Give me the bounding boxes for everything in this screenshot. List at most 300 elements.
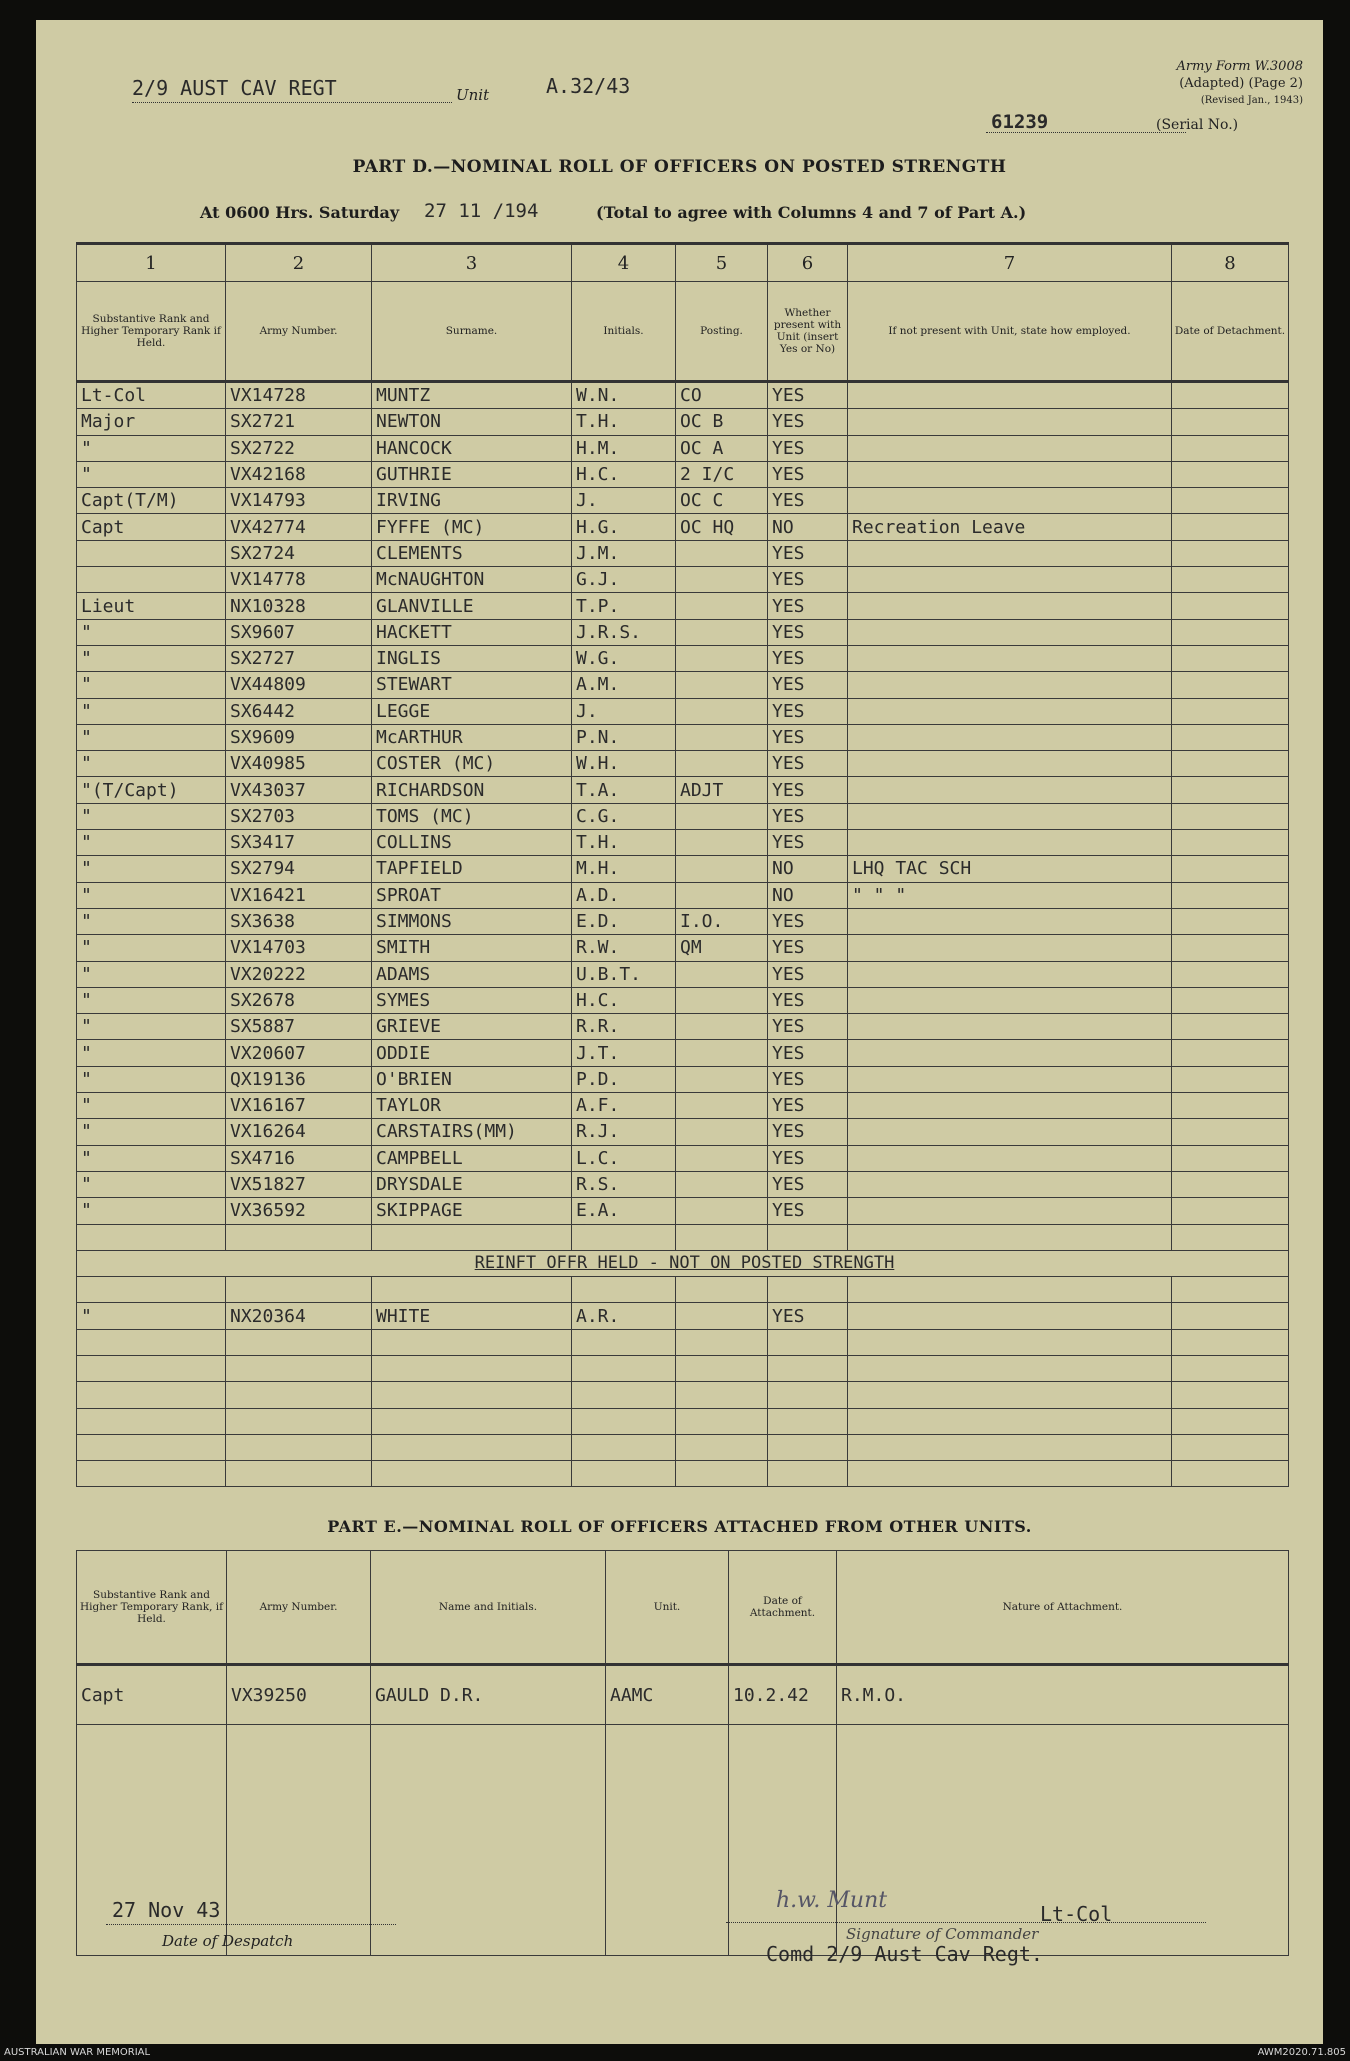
army-number-cell: VX16421 bbox=[226, 882, 372, 908]
empty-cell bbox=[226, 1355, 372, 1381]
table-row bbox=[77, 698, 1289, 724]
reference-number: A.32/43 bbox=[546, 74, 631, 98]
posting-cell: ADJT bbox=[676, 777, 768, 803]
empty-cell bbox=[676, 1434, 768, 1460]
detachment-date-cell bbox=[1172, 830, 1289, 856]
army-number-cell: VX14793 bbox=[226, 488, 372, 514]
present-cell: YES bbox=[768, 593, 848, 619]
surname-cell: O'BRIEN bbox=[372, 1066, 572, 1092]
present-cell: YES bbox=[768, 567, 848, 593]
employment-cell bbox=[848, 409, 1172, 435]
rank-cell: " bbox=[77, 961, 226, 987]
surname-cell: McNAUGHTON bbox=[372, 567, 572, 593]
army-number-cell: SX2721 bbox=[226, 409, 372, 435]
empty-row bbox=[77, 1408, 1289, 1434]
empty-cell bbox=[77, 1461, 226, 1487]
table-row bbox=[77, 461, 1289, 487]
empty-row bbox=[77, 1355, 1289, 1381]
column-header: Army Number. bbox=[226, 282, 372, 382]
detachment-date-cell bbox=[1172, 1014, 1289, 1040]
table-row bbox=[77, 672, 1289, 698]
rank-cell: Lt-Col bbox=[77, 382, 226, 409]
column-header: Initials. bbox=[572, 282, 676, 382]
table-row bbox=[77, 409, 1289, 435]
signature-label: Signature of Commander bbox=[846, 1925, 1039, 1943]
empty-cell bbox=[1172, 1224, 1289, 1250]
initials-cell: A.D. bbox=[572, 882, 676, 908]
detachment-date-cell bbox=[1172, 803, 1289, 829]
empty-cell bbox=[77, 1277, 226, 1303]
initials-cell: R.S. bbox=[572, 1171, 676, 1197]
posting-cell bbox=[676, 645, 768, 671]
posting-cell bbox=[676, 1093, 768, 1119]
part-e-column-header: Substantive Rank and Higher Temporary Rank, if Held. bbox=[77, 1551, 227, 1665]
table-row bbox=[77, 751, 1289, 777]
empty-cell bbox=[572, 1277, 676, 1303]
detachment-date-cell bbox=[1172, 619, 1289, 645]
surname-cell: CARSTAIRS(MM) bbox=[372, 1119, 572, 1145]
army-number-cell: VX14778 bbox=[226, 567, 372, 593]
posting-cell bbox=[676, 698, 768, 724]
present-cell: NO bbox=[768, 856, 848, 882]
rank-cell: Capt(T/M) bbox=[77, 488, 226, 514]
surname-cell: GLANVILLE bbox=[372, 593, 572, 619]
name-cell: GAULD D.R. bbox=[371, 1665, 606, 1725]
employment-cell bbox=[848, 777, 1172, 803]
army-number-cell: SX6442 bbox=[226, 698, 372, 724]
rank-cell: Capt bbox=[77, 514, 226, 540]
empty-cell bbox=[676, 1277, 768, 1303]
initials-cell: G.J. bbox=[572, 567, 676, 593]
empty-cell bbox=[226, 1329, 372, 1355]
column-header: Surname. bbox=[372, 282, 572, 382]
commander-unit: Comd 2/9 Aust Cav Regt. bbox=[766, 1942, 1043, 1966]
detachment-date-cell bbox=[1172, 382, 1289, 409]
posting-cell: I.O. bbox=[676, 908, 768, 934]
rank-cell: " bbox=[77, 1145, 226, 1171]
detachment-date-cell bbox=[1172, 961, 1289, 987]
initials-cell: L.C. bbox=[572, 1145, 676, 1171]
empty-row bbox=[77, 1382, 1289, 1408]
surname-cell: ODDIE bbox=[372, 1040, 572, 1066]
detachment-date-cell bbox=[1172, 1066, 1289, 1092]
employment-cell bbox=[848, 593, 1172, 619]
initials-cell: J.R.S. bbox=[572, 619, 676, 645]
empty-cell bbox=[676, 1408, 768, 1434]
posting-cell bbox=[676, 1303, 768, 1329]
surname-cell: COLLINS bbox=[372, 830, 572, 856]
posting-cell bbox=[676, 1119, 768, 1145]
posting-cell bbox=[676, 724, 768, 750]
part-d-total-note: (Total to agree with Columns 4 and 7 of Part A.) bbox=[596, 203, 1027, 222]
unit-dotted-line bbox=[132, 102, 452, 103]
empty-cell bbox=[768, 1382, 848, 1408]
signature-dotted-line bbox=[726, 1922, 1206, 1923]
empty-cell bbox=[372, 1329, 572, 1355]
empty-cell bbox=[226, 1224, 372, 1250]
surname-cell: CLEMENTS bbox=[372, 540, 572, 566]
detachment-date-cell bbox=[1172, 882, 1289, 908]
initials-cell: R.J. bbox=[572, 1119, 676, 1145]
present-cell: YES bbox=[768, 1014, 848, 1040]
surname-cell: STEWART bbox=[372, 672, 572, 698]
commander-signature: h.w. Munt bbox=[776, 1888, 888, 1913]
empty-cell bbox=[848, 1329, 1172, 1355]
posting-cell: OC C bbox=[676, 488, 768, 514]
table-row bbox=[77, 724, 1289, 750]
empty-cell bbox=[77, 1382, 226, 1408]
detachment-date-cell bbox=[1172, 935, 1289, 961]
employment-cell bbox=[848, 672, 1172, 698]
rank-cell bbox=[77, 540, 226, 566]
attachment-nature-cell: R.M.O. bbox=[837, 1665, 1289, 1725]
initials-cell: T.H. bbox=[572, 830, 676, 856]
table-row bbox=[77, 567, 1289, 593]
table-row bbox=[77, 1040, 1289, 1066]
posting-cell bbox=[676, 1014, 768, 1040]
rank-cell: " bbox=[77, 1119, 226, 1145]
part-e-header-row bbox=[77, 1551, 1289, 1665]
present-cell: YES bbox=[768, 987, 848, 1013]
table-row bbox=[77, 382, 1289, 409]
employment-cell bbox=[848, 540, 1172, 566]
initials-cell: C.G. bbox=[572, 803, 676, 829]
present-cell: YES bbox=[768, 1066, 848, 1092]
posting-cell bbox=[676, 1066, 768, 1092]
rank-cell: " bbox=[77, 882, 226, 908]
empty-row bbox=[77, 1277, 1289, 1303]
detachment-date-cell bbox=[1172, 1171, 1289, 1197]
present-cell: YES bbox=[768, 724, 848, 750]
empty-cell bbox=[226, 1382, 372, 1408]
posting-cell: QM bbox=[676, 935, 768, 961]
employment-cell bbox=[848, 1066, 1172, 1092]
employment-cell bbox=[848, 1303, 1172, 1329]
employment-cell bbox=[848, 830, 1172, 856]
empty-cell bbox=[848, 1461, 1172, 1487]
army-number-cell: VX16167 bbox=[226, 1093, 372, 1119]
empty-cell bbox=[226, 1461, 372, 1487]
unit-cell: AAMC bbox=[606, 1665, 729, 1725]
initials-cell: P.N. bbox=[572, 724, 676, 750]
surname-cell: TAYLOR bbox=[372, 1093, 572, 1119]
empty-cell bbox=[768, 1329, 848, 1355]
employment-cell bbox=[848, 987, 1172, 1013]
empty-cell bbox=[572, 1329, 676, 1355]
form-line-1: Army Form W.3008 bbox=[1176, 59, 1303, 74]
employment-cell bbox=[848, 961, 1172, 987]
commander-rank: Lt-Col bbox=[1040, 1902, 1113, 1926]
empty-cell bbox=[848, 1382, 1172, 1408]
despatch-label: Date of Despatch bbox=[162, 1932, 294, 1950]
present-cell: YES bbox=[768, 619, 848, 645]
rank-cell: " bbox=[77, 619, 226, 645]
table-row bbox=[77, 908, 1289, 934]
army-number-cell: SX2724 bbox=[226, 540, 372, 566]
army-number-cell: SX2678 bbox=[226, 987, 372, 1013]
column-number: 8 bbox=[1172, 244, 1289, 282]
employment-cell bbox=[848, 803, 1172, 829]
army-number-cell: SX2727 bbox=[226, 645, 372, 671]
present-cell: YES bbox=[768, 777, 848, 803]
present-cell: YES bbox=[768, 1198, 848, 1224]
empty-cell bbox=[572, 1382, 676, 1408]
empty-cell bbox=[768, 1355, 848, 1381]
posting-cell: OC HQ bbox=[676, 514, 768, 540]
empty-cell bbox=[768, 1224, 848, 1250]
present-cell: NO bbox=[768, 882, 848, 908]
army-number-cell: SX2722 bbox=[226, 435, 372, 461]
army-number-cell: VX14703 bbox=[226, 935, 372, 961]
posting-cell bbox=[676, 1145, 768, 1171]
army-number-cell: VX16264 bbox=[226, 1119, 372, 1145]
column-header: If not present with Unit, state how employed. bbox=[848, 282, 1172, 382]
rank-cell: " bbox=[77, 645, 226, 671]
column-number: 3 bbox=[372, 244, 572, 282]
column-number: 2 bbox=[226, 244, 372, 282]
rank-cell: " bbox=[77, 1066, 226, 1092]
surname-cell: McARTHUR bbox=[372, 724, 572, 750]
unit-label: Unit bbox=[456, 86, 490, 104]
army-number-cell: VX42774 bbox=[226, 514, 372, 540]
table-row bbox=[77, 1093, 1289, 1119]
employment-cell bbox=[848, 935, 1172, 961]
detachment-date-cell bbox=[1172, 435, 1289, 461]
army-number-cell: SX2794 bbox=[226, 856, 372, 882]
rank-cell: " bbox=[77, 1198, 226, 1224]
present-cell: YES bbox=[768, 645, 848, 671]
initials-cell: E.D. bbox=[572, 908, 676, 934]
employment-cell bbox=[848, 567, 1172, 593]
column-number: 7 bbox=[848, 244, 1172, 282]
despatch-date: 27 Nov 43 bbox=[112, 1898, 221, 1922]
initials-cell: A.R. bbox=[572, 1303, 676, 1329]
surname-cell: LEGGE bbox=[372, 698, 572, 724]
part-d-title: PART D.—NOMINAL ROLL OF OFFICERS ON POSTED STRENGTH bbox=[352, 157, 1007, 177]
surname-cell: SYMES bbox=[372, 987, 572, 1013]
army-number-cell: VX20222 bbox=[226, 961, 372, 987]
detachment-date-cell bbox=[1172, 856, 1289, 882]
present-cell: YES bbox=[768, 1171, 848, 1197]
column-header: Substantive Rank and Higher Temporary Rank if Held. bbox=[77, 282, 226, 382]
table-row bbox=[77, 1014, 1289, 1040]
surname-cell: INGLIS bbox=[372, 645, 572, 671]
army-number-cell: NX20364 bbox=[226, 1303, 372, 1329]
empty-cell bbox=[848, 1277, 1172, 1303]
present-cell: YES bbox=[768, 830, 848, 856]
empty-cell bbox=[226, 1277, 372, 1303]
initials-cell: R.W. bbox=[572, 935, 676, 961]
form-identifier bbox=[1176, 58, 1303, 109]
detachment-date-cell bbox=[1172, 1119, 1289, 1145]
table-row bbox=[77, 961, 1289, 987]
table-row bbox=[77, 856, 1289, 882]
army-number-cell: SX4716 bbox=[226, 1145, 372, 1171]
present-cell: YES bbox=[768, 961, 848, 987]
empty-cell bbox=[77, 1355, 226, 1381]
surname-cell: HACKETT bbox=[372, 619, 572, 645]
army-number-cell: VX20607 bbox=[226, 1040, 372, 1066]
empty-cell bbox=[848, 1224, 1172, 1250]
empty-cell bbox=[372, 1224, 572, 1250]
detachment-date-cell bbox=[1172, 514, 1289, 540]
initials-cell: E.A. bbox=[572, 1198, 676, 1224]
posting-cell bbox=[676, 619, 768, 645]
initials-cell: T.A. bbox=[572, 777, 676, 803]
rank-cell: Lieut bbox=[77, 593, 226, 619]
part-e-title: PART E.—NOMINAL ROLL OF OFFICERS ATTACHED FROM OTHER UNITS. bbox=[327, 1517, 1032, 1536]
detachment-date-cell bbox=[1172, 1303, 1289, 1329]
empty-cell bbox=[1172, 1434, 1289, 1460]
empty-cell bbox=[77, 1408, 226, 1434]
table-row bbox=[77, 882, 1289, 908]
empty-cell bbox=[77, 1434, 226, 1460]
employment-cell bbox=[848, 645, 1172, 671]
initials-cell: R.R. bbox=[572, 1014, 676, 1040]
surname-cell: FYFFE (MC) bbox=[372, 514, 572, 540]
empty-cell bbox=[768, 1408, 848, 1434]
employment-cell: " " " bbox=[848, 882, 1172, 908]
empty-cell bbox=[372, 1434, 572, 1460]
posting-cell: CO bbox=[676, 382, 768, 409]
empty-cell bbox=[676, 1329, 768, 1355]
surname-cell: TOMS (MC) bbox=[372, 803, 572, 829]
initials-cell: H.C. bbox=[572, 461, 676, 487]
column-number: 6 bbox=[768, 244, 848, 282]
army-number-cell: QX19136 bbox=[226, 1066, 372, 1092]
rank-cell: " bbox=[77, 1171, 226, 1197]
army-number-cell: VX42168 bbox=[226, 461, 372, 487]
part-e-column-header: Name and Initials. bbox=[371, 1551, 606, 1665]
present-cell: YES bbox=[768, 382, 848, 409]
posting-cell bbox=[676, 593, 768, 619]
reinforcement-note-row bbox=[77, 1250, 1289, 1276]
present-cell: YES bbox=[768, 908, 848, 934]
detachment-date-cell bbox=[1172, 724, 1289, 750]
posting-cell bbox=[676, 1040, 768, 1066]
employment-cell bbox=[848, 1093, 1172, 1119]
initials-cell: T.H. bbox=[572, 409, 676, 435]
column-header: Posting. bbox=[676, 282, 768, 382]
posting-cell bbox=[676, 567, 768, 593]
serial-value: 61239 bbox=[991, 111, 1049, 133]
detachment-date-cell bbox=[1172, 672, 1289, 698]
detachment-date-cell bbox=[1172, 698, 1289, 724]
rank-cell: " bbox=[77, 1303, 226, 1329]
empty-cell bbox=[729, 1725, 837, 1956]
surname-cell: SKIPPAGE bbox=[372, 1198, 572, 1224]
posting-cell: 2 I/C bbox=[676, 461, 768, 487]
army-number-cell: SX9609 bbox=[226, 724, 372, 750]
archive-credit: AUSTRALIAN WAR MEMORIAL bbox=[4, 2047, 151, 2058]
empty-row bbox=[77, 1329, 1289, 1355]
posting-cell bbox=[676, 1171, 768, 1197]
empty-cell bbox=[227, 1725, 371, 1956]
rank-cell: " bbox=[77, 830, 226, 856]
empty-cell bbox=[848, 1408, 1172, 1434]
empty-cell bbox=[572, 1434, 676, 1460]
table-row bbox=[77, 1171, 1289, 1197]
posting-cell bbox=[676, 961, 768, 987]
surname-cell: NEWTON bbox=[372, 409, 572, 435]
posting-cell bbox=[676, 856, 768, 882]
empty-cell bbox=[372, 1408, 572, 1434]
army-number-cell: VX43037 bbox=[226, 777, 372, 803]
column-number: 1 bbox=[77, 244, 226, 282]
table-row bbox=[77, 593, 1289, 619]
rank-cell: " bbox=[77, 935, 226, 961]
rank-cell bbox=[77, 567, 226, 593]
surname-cell: SPROAT bbox=[372, 882, 572, 908]
initials-cell: H.G. bbox=[572, 514, 676, 540]
surname-cell: TAPFIELD bbox=[372, 856, 572, 882]
table-row bbox=[77, 830, 1289, 856]
rank-cell: " bbox=[77, 672, 226, 698]
rank-cell: " bbox=[77, 751, 226, 777]
empty-cell bbox=[372, 1355, 572, 1381]
empty-cell bbox=[676, 1461, 768, 1487]
column-number: 4 bbox=[572, 244, 676, 282]
posting-cell bbox=[676, 830, 768, 856]
empty-cell bbox=[572, 1224, 676, 1250]
part-e-table bbox=[76, 1550, 1289, 1956]
employment-cell bbox=[848, 1119, 1172, 1145]
surname-cell: SIMMONS bbox=[372, 908, 572, 934]
employment-cell bbox=[848, 908, 1172, 934]
employment-cell bbox=[848, 698, 1172, 724]
surname-cell: ADAMS bbox=[372, 961, 572, 987]
part-d-date: 27 11 /194 bbox=[424, 200, 539, 222]
posting-cell bbox=[676, 540, 768, 566]
initials-cell: W.H. bbox=[572, 751, 676, 777]
detachment-date-cell bbox=[1172, 409, 1289, 435]
table-row bbox=[77, 935, 1289, 961]
employment-cell bbox=[848, 751, 1172, 777]
archive-footer bbox=[0, 2044, 1350, 2061]
reinforcement-note: REINFT OFFR HELD - NOT ON POSTED STRENGTH bbox=[77, 1250, 1289, 1276]
table-row bbox=[77, 1198, 1289, 1224]
detachment-date-cell bbox=[1172, 461, 1289, 487]
empty-cell bbox=[768, 1277, 848, 1303]
column-number-row bbox=[77, 244, 1289, 282]
army-number-cell: VX14728 bbox=[226, 382, 372, 409]
initials-cell: H.M. bbox=[572, 435, 676, 461]
army-number-cell: VX44809 bbox=[226, 672, 372, 698]
employment-cell bbox=[848, 1145, 1172, 1171]
empty-cell bbox=[848, 1355, 1172, 1381]
present-cell: YES bbox=[768, 1145, 848, 1171]
rank-cell: " bbox=[77, 698, 226, 724]
detachment-date-cell bbox=[1172, 987, 1289, 1013]
empty-cell bbox=[372, 1461, 572, 1487]
army-number-cell: VX39250 bbox=[227, 1665, 371, 1725]
initials-cell: W.N. bbox=[572, 382, 676, 409]
empty-cell bbox=[77, 1329, 226, 1355]
detachment-date-cell bbox=[1172, 777, 1289, 803]
detachment-date-cell bbox=[1172, 1198, 1289, 1224]
empty-row bbox=[77, 1434, 1289, 1460]
document-page bbox=[36, 20, 1323, 2044]
empty-cell bbox=[226, 1434, 372, 1460]
initials-cell: U.B.T. bbox=[572, 961, 676, 987]
initials-cell: J.T. bbox=[572, 1040, 676, 1066]
detachment-date-cell bbox=[1172, 751, 1289, 777]
surname-cell: CAMPBELL bbox=[372, 1145, 572, 1171]
empty-cell bbox=[572, 1461, 676, 1487]
detachment-date-cell bbox=[1172, 645, 1289, 671]
present-cell: YES bbox=[768, 672, 848, 698]
table-row bbox=[77, 777, 1289, 803]
